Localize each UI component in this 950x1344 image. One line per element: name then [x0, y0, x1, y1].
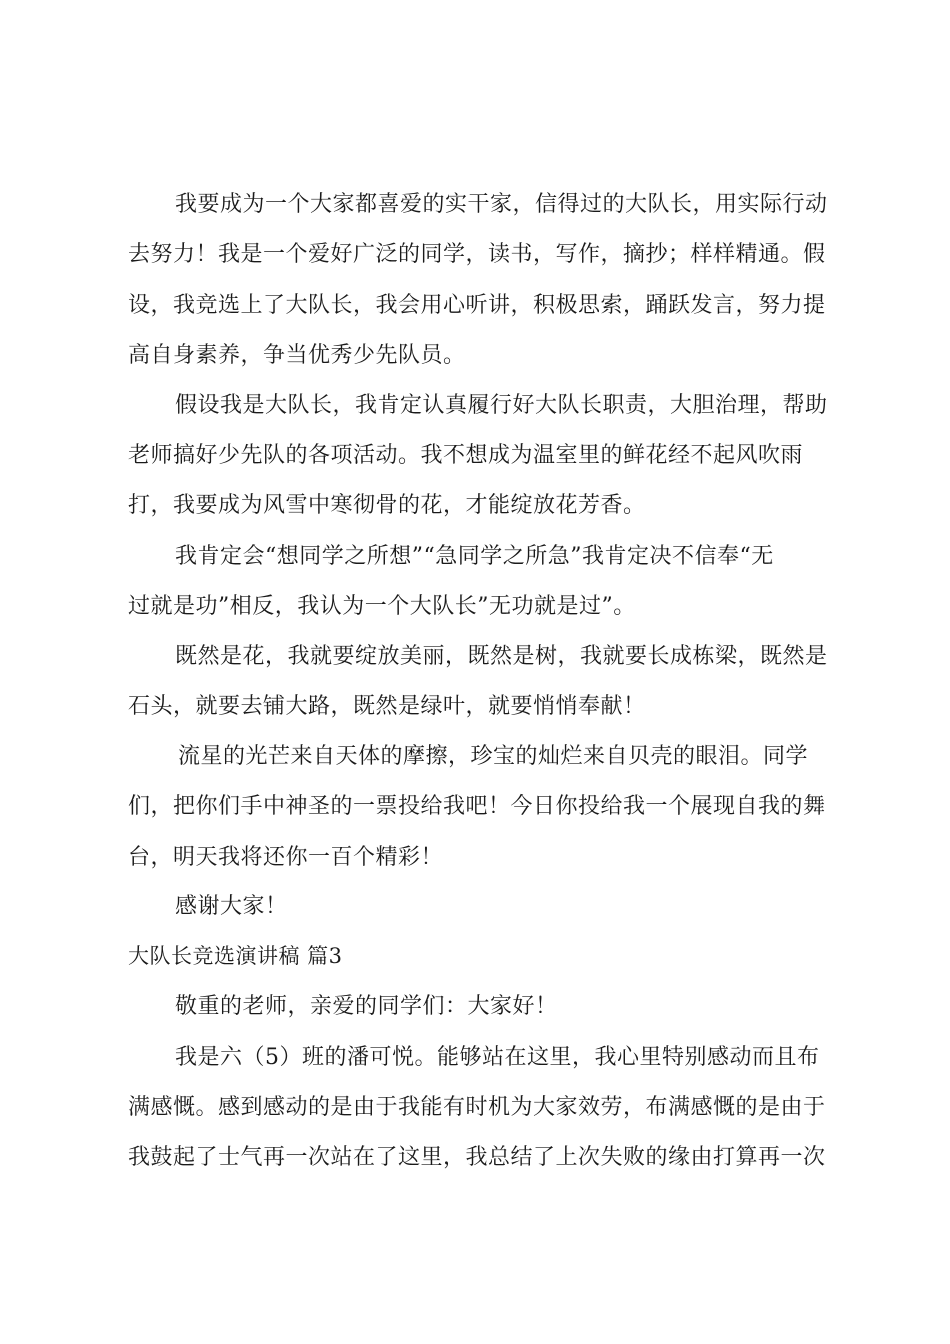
paragraph-line: 台，明天我将还你一百个精彩！	[128, 845, 444, 870]
paragraph-line: 们，把你们手中神圣的一票投给我吧！今日你投给我一个展现自我的舞	[128, 794, 826, 819]
paragraph-line: 我是六（5）班的潘可悦。能够站在这里，我心里特别感动而且布	[175, 1045, 820, 1070]
paragraph-line: 去努力！我是一个爱好广泛的同学，读书，写作，摘抄；样样精通。假	[128, 242, 826, 267]
paragraph-line: 老师搞好少先队的各项活动。我不想成为温室里的鲜花经不起风吹雨	[128, 443, 804, 468]
section-heading: 大队长竞选演讲稿 篇3	[128, 944, 343, 968]
paragraph-line: 我要成为一个大家都喜爱的实干家，信得过的大队长，用实际行动	[175, 192, 828, 217]
paragraph-line: 我肯定会“想同学之所想”“急同学之所急”我肯定决不信奉“无	[175, 544, 774, 569]
closing-line: 感谢大家！	[175, 894, 288, 919]
paragraph-line: 高自身素养，争当优秀少先队员。	[128, 343, 466, 368]
paragraph-line: 过就是功”相反，我认为一个大队长”无功就是过”。	[128, 594, 636, 619]
paragraph-line: 既然是花，我就要绽放美丽，既然是树，我就要长成栋梁，既然是	[175, 644, 828, 669]
paragraph-line: 流星的光芒来自天体的摩擦，珍宝的灿烂来自贝壳的眼泪。同学	[178, 744, 809, 769]
paragraph-line: 设，我竞选上了大队长，我会用心听讲，积极思索，踊跃发言，努力提	[128, 293, 826, 318]
greeting-line: 敬重的老师，亲爱的同学们：大家好！	[175, 994, 558, 1019]
paragraph-line: 我鼓起了士气再一次站在了这里，我总结了上次失败的缘由打算再一次	[128, 1145, 826, 1170]
paragraph-line: 满感慨。感到感动的是由于我能有时机为大家效劳，布满感慨的是由于	[128, 1095, 826, 1120]
paragraph-line: 假设我是大队长，我肯定认真履行好大队长职责，大胆治理，帮助	[175, 393, 828, 418]
paragraph-line: 石头，就要去铺大路，既然是绿叶，就要悄悄奉献！	[128, 694, 646, 719]
paragraph-line: 打，我要成为风雪中寒彻骨的花，才能绽放花芳香。	[128, 493, 646, 518]
